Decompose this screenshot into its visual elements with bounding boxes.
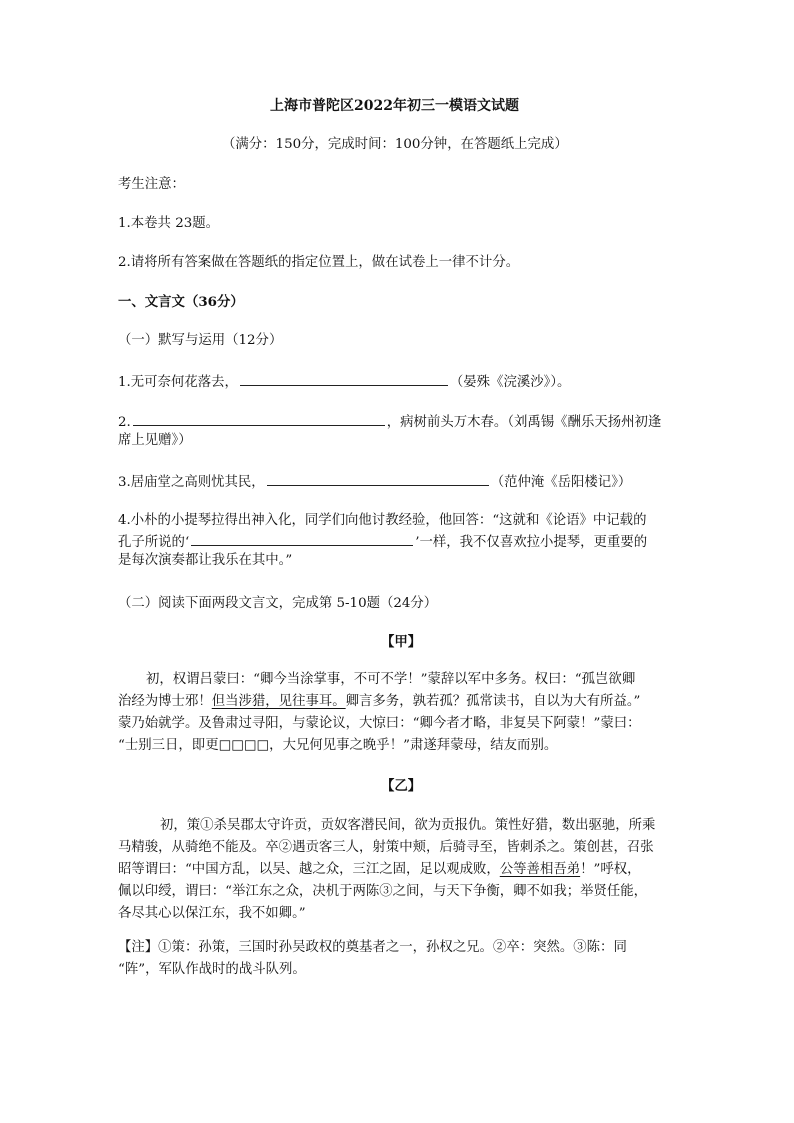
passage-jia-line-3: 蒙乃始就学。及鲁肃过寻阳，与蒙论议，大惊曰：“卿今者才略，非复吴下阿蒙！”蒙曰：: [118, 716, 641, 731]
passage-yi-line-5: 各尽其心以保江东，我不如卿。”: [118, 906, 306, 921]
underlined-sentence-yi: 公等善相吾弟: [499, 862, 581, 877]
question-1: [118, 371, 570, 393]
passage-jia-label: 【甲】: [381, 634, 422, 650]
section-heading: 一、文言文（36分）: [118, 294, 244, 310]
question-3: [118, 471, 631, 493]
passage-yi-label: 【乙】: [381, 778, 422, 794]
question-4-prefix: 孔子所说的‘: [118, 535, 190, 550]
passage-yi-line-3-b: ！”呼权，: [580, 862, 641, 877]
underlined-sentence-jia: 但当涉猎，见往事耳。: [211, 694, 346, 709]
question-4-suffix: ’一样，我不仅喜欢拉小提琴，更重要的: [415, 535, 648, 550]
notice-item-1: 1.本卷共 23题。: [118, 216, 220, 231]
part1-heading: （一）默写与运用（12分）: [118, 333, 283, 348]
question-4-line-3: 是每次演奏都让我乐在其中。”: [118, 553, 293, 568]
page-subtitle: （满分：150分，完成时间：100分钟，在答题纸上完成）: [222, 137, 568, 152]
passage-jia-line-4: “士别三日，即更□□□□，大兄何见事之晚乎！”肃遂拜蒙母，结友而别。: [118, 738, 558, 753]
annotation-line-2: “阵”，军队作战时的战斗队列。: [118, 962, 306, 977]
question-3-suffix: （范仲淹《岳阳楼记》）: [490, 475, 632, 490]
question-4-line-2: [118, 531, 647, 553]
question-2-line-2: 席上见赠》）: [118, 433, 192, 448]
passage-yi-line-3: [118, 860, 641, 880]
question-2-suffix: ，病树前头万木春。（刘禹锡《酬乐天扬州初逢: [386, 415, 662, 430]
answer-blank-2[interactable]: [133, 411, 385, 426]
passage-jia-line-2-a: 治经为博士邪！: [118, 694, 212, 709]
passage-jia-line-2: [118, 692, 640, 712]
part2-heading: （二）阅读下面两段文言文，完成第 5-10题（24分）: [118, 596, 438, 611]
question-1-prefix: 1.无可奈何花落去，: [118, 375, 238, 390]
question-1-suffix: （晏殊《浣溪沙》）。: [449, 375, 571, 390]
question-2-prefix: 2.: [118, 415, 131, 430]
passage-yi-line-4: 佩以印绶，谓曰：“举江东之众，决机于两陈③之间，与天下争衡，卿不如我；举贤任能，: [118, 884, 648, 899]
question-4-line-1: 4.小朴的小提琴拉得出神入化，同学们向他讨教经验，他回答：“这就和《论语》中记载的: [118, 513, 647, 528]
passage-yi-line-1: 初，策①杀吴郡太守许贡，贡奴客潜民间，欲为贡报仇。策性好猎，数出驱驰，所乘: [160, 818, 656, 833]
page-title: 上海市普陀区2022年初三一模语文试题: [270, 98, 519, 114]
passage-jia-line-2-b: 卿言多务，孰若孤？孤常读书，自以为大有所益。”: [345, 694, 641, 709]
answer-blank-3[interactable]: [267, 471, 489, 486]
question-2: [118, 411, 661, 433]
answer-blank-1[interactable]: [240, 371, 448, 386]
passage-yi-line-2: 马精骏，从骑绝不能及。卒②遇贡客三人，射策中颊，后骑寻至，皆刺杀之。策创甚，召张: [118, 840, 654, 855]
notice-item-2: 2.请将所有答案做在答题纸的指定位置上，做在试卷上一律不计分。: [118, 255, 520, 270]
notice-heading: 考生注意：: [118, 177, 185, 192]
passage-jia-line-1: 初，权谓吕蒙曰：“卿今当涂掌事，不可不学！”蒙辞以军中多务。权曰：“孤岂欲卿: [146, 672, 636, 687]
passage-yi-line-3-a: 昭等谓曰：“中国方乱，以吴、越之众，三江之固，足以观成败，: [118, 862, 500, 877]
answer-blank-4[interactable]: [191, 531, 413, 546]
annotation-line-1: 【注】①策：孙策，三国时孙吴政权的奠基者之一，孙权之兄。②卒：突然。③陈：同: [118, 940, 627, 955]
question-3-prefix: 3.居庙堂之高则忧其民，: [118, 475, 265, 490]
